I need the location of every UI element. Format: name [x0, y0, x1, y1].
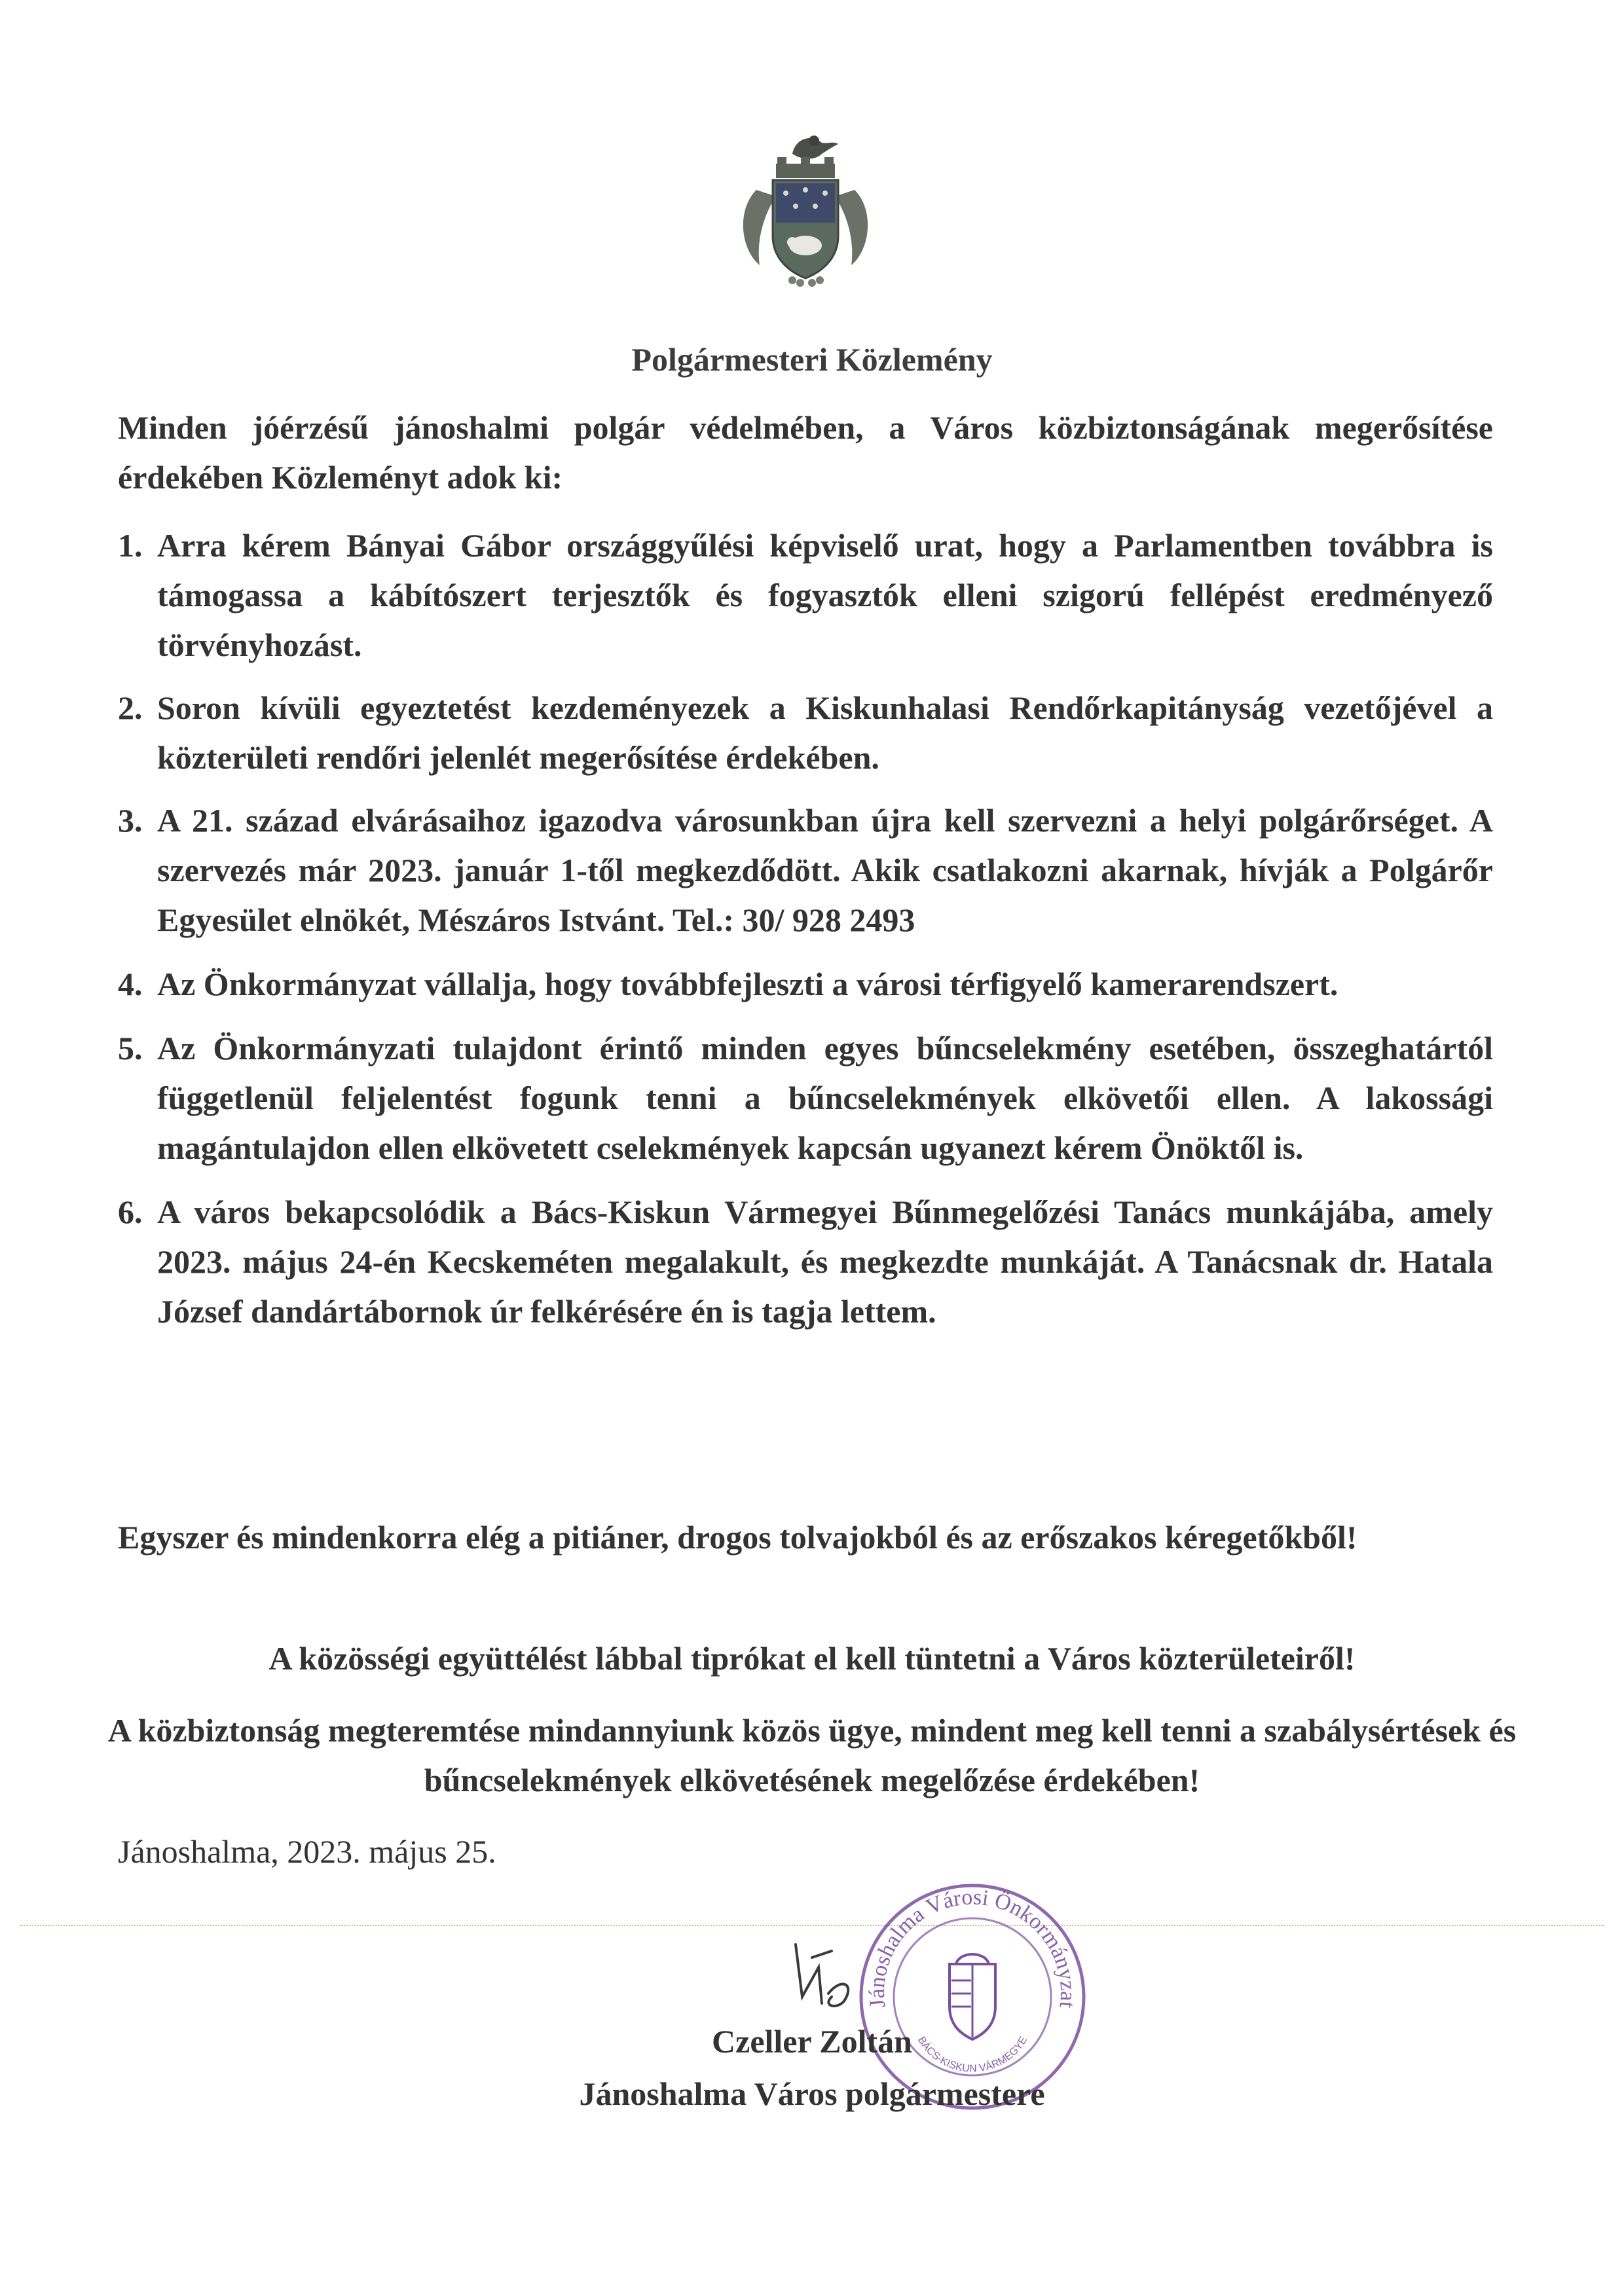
list-item [118, 959, 1493, 1009]
list-item-number: 1. [118, 527, 143, 564]
list-item-text: Soron kívüli egyeztetést kezdeményezek a Kiskunhalasi Rendőrkapitányság vezetőjével a közterületi rendőri jelenlét megerősítése érdekében. [157, 689, 1493, 776]
list-item [118, 520, 1493, 670]
intro-paragraph: Minden jóérzésű jánoshalmi polgár védelmében, a Város közbiztonságának megerősítése érdekében Közleményt adok ki: [118, 409, 1493, 496]
list-item-number: 2. [118, 689, 143, 726]
place-date: Jánoshalma, 2023. május 25. [118, 1833, 496, 1870]
stamp-text: Jánoshalma Városi Önkormányzat [864, 1885, 1080, 2010]
list-item-number: 4. [118, 966, 143, 1002]
centered-statement: A közbiztonság megteremtése mindannyiunk közös ügye, mindent meg kell tenni a szabálysértések és bűncselekmények elkövetésének megelőzése érdekében! [107, 1712, 1517, 1798]
coat-of-arms-icon [730, 124, 881, 288]
list-item-text: Az Önkormányzat vállalja, hogy továbbfejleszti a városi térfigyelő kamerarendszert. [157, 966, 1338, 1002]
measures-list [118, 520, 1493, 1336]
list-item-text: A 21. század elvárásaihoz igazodva városunkban újra kell szervezni a helyi polgárőrséget. A szervezés már 2023. január 1-től megkezdődött. Akik csatlakozni akarnak, hívják a Polgárőr Egyesület elnökét, Mészáros Istvánt. Tel.: 30/ 928 2493 [157, 802, 1493, 938]
list-item-text: A város bekapcsolódik a Bács-Kiskun Vármegyei Bűnmegelőzési Tanács munkájába, amely 2023. május 24-én Kecskeméten megalakult, és megkezdte munkáját. A Tanácsnak dr. Hatala József dandártábornok úr felkérésére én is tagja lettem. [157, 1194, 1493, 1330]
signatory-role: Jánoshalma Város polgármestere [579, 2075, 1045, 2112]
list-item [118, 795, 1493, 945]
list-item-text: Az Önkormányzati tulajdont érintő minden egyes bűncselekmény esetében, összeghatártól függetlenül feljelentést fogunk tenni a bűncselekmények elkövetői ellen. A lakossági magántulajdon ellen elkövetett cselekmények kapcsán ugyanezt kérem Önöktől is. [157, 1030, 1493, 1166]
list-item [118, 1187, 1493, 1336]
centered-statement: A közösségi együttélést lábbal tiprókat el kell tüntetni a Város közterületeiről! [268, 1640, 1356, 1677]
list-item-text: Arra kérem Bányai Gábor országgyűlési képviselő urat, hogy a Parlamentben továbbra is támogassa a kábítószert terjesztők és fogyasztók elleni szigorú fellépést eredményező törvényhozást. [157, 527, 1493, 663]
list-item-number: 5. [118, 1030, 143, 1066]
list-item-number: 3. [118, 802, 143, 839]
list-item [118, 683, 1493, 782]
list-item-number: 6. [118, 1194, 143, 1230]
divider [20, 1925, 1604, 1926]
page-title: Polgármesteri Közlemény [631, 341, 993, 378]
stamp-subtext: BÁCS-KISKUN VÁRMEGYE [915, 2035, 1030, 2075]
closing-paragraph: Egyszer és mindenkorra elég a pitiáner, drogos tolvajokból és az erőszakos kéregetőkből! [118, 1519, 1357, 1556]
signatory-name: Czeller Zoltán [712, 2023, 912, 2060]
list-item [118, 1023, 1493, 1173]
